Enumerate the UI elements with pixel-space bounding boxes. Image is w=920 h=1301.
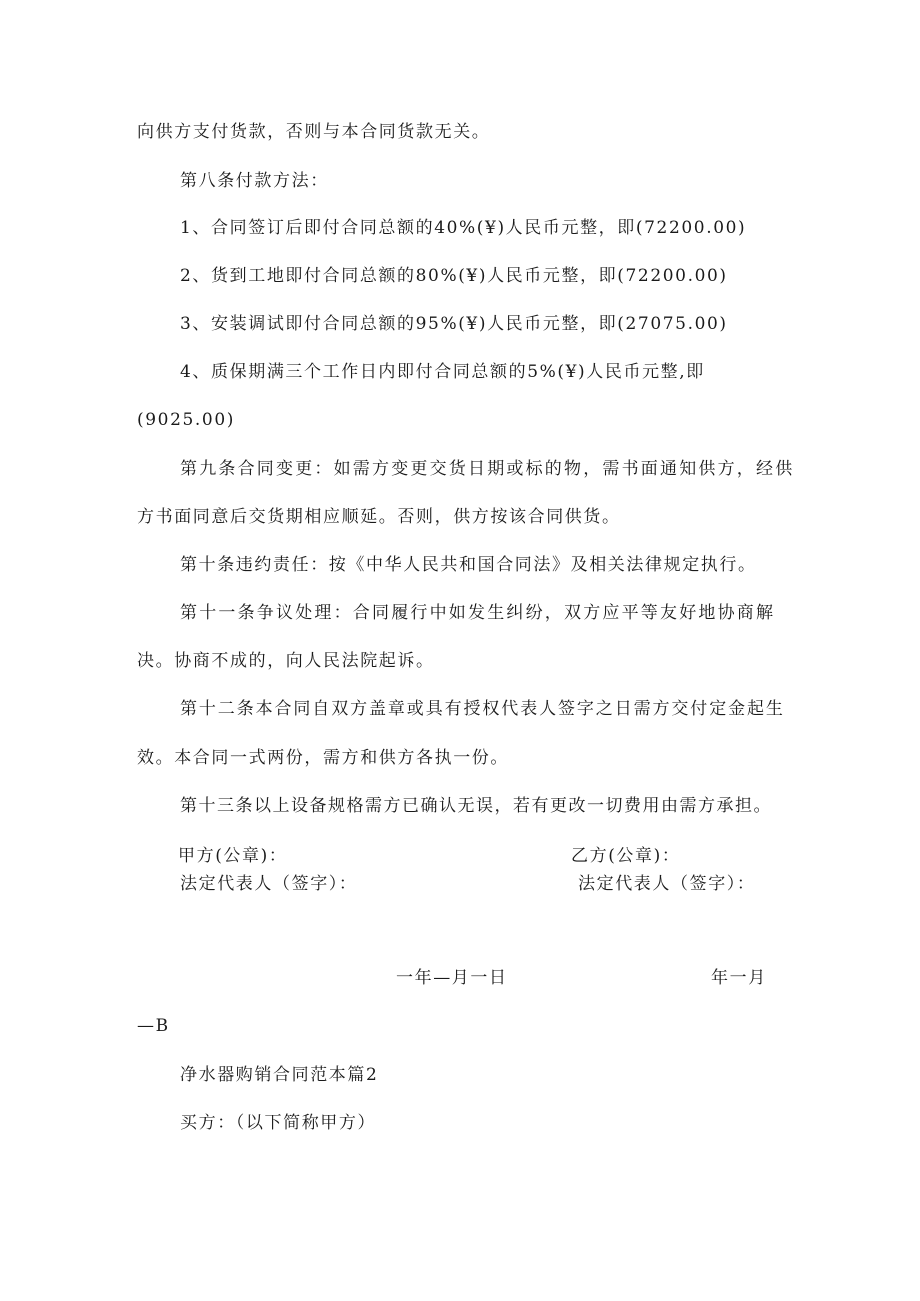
section-title: 净水器购销合同范本篇2 [180, 1065, 379, 1085]
clause-9-line-1: 第九条合同变更：如需方变更交货日期或标的物，需书面通知供方，经供 [180, 459, 795, 479]
date-field-b-cont: —B [137, 1016, 170, 1036]
party-b-seal-label: 乙方(公章)： [571, 846, 681, 866]
party-b-rep-label: 法定代表人（签字）： [578, 874, 756, 894]
clause-10: 第十条违约责任：按《中华人民共和国合同法》及相关法律规定执行。 [180, 555, 757, 575]
clause-7-continuation: 向供方支付货款，否则与本合同货款无关。 [137, 122, 491, 142]
date-field-b: 年一月 [711, 968, 767, 988]
clause-8-heading: 第八条付款方法： [180, 171, 329, 191]
clause-12-line-1: 第十二条本合同自双方盖章或具有授权代表人签字之日需方交付定金起生 [180, 699, 785, 719]
date-field-a: 一年—月一日 [396, 968, 508, 988]
payment-item-3: 3、安装调试即付合同总额的95%(¥)人民币元整，即(27075.00) [180, 314, 728, 334]
buyer-line: 买方：（以下简称甲方） [180, 1113, 377, 1133]
clause-11-line-1: 第十一条争议处理：合同履行中如发生纠纷，双方应平等友好地协商解 [180, 603, 776, 623]
clause-11-line-2: 决。协商不成的，向人民法院起诉。 [137, 651, 435, 671]
clause-13: 第十三条以上设备规格需方已确认无误，若有更改一切费用由需方承担。 [180, 796, 772, 816]
clause-12-line-2: 效。本合同一式两份，需方和供方各执一份。 [137, 748, 509, 768]
clause-9-line-2: 方书面同意后交货期相应顺延。否则，供方按该合同供货。 [137, 507, 621, 527]
party-a-rep-label: 法定代表人（签字）： [180, 874, 358, 894]
payment-item-4: 4、质保期满三个工作日内即付合同总额的5%(¥)人民币元整,即 [180, 362, 705, 382]
party-a-seal-label: 甲方(公章)： [178, 846, 288, 866]
payment-item-4-amount: (9025.00) [137, 410, 235, 430]
payment-item-1: 1、合同签订后即付合同总额的40%(¥)人民币元整，即(72200.00) [180, 218, 747, 238]
payment-item-2: 2、货到工地即付合同总额的80%(¥)人民币元整，即(72200.00) [180, 266, 728, 286]
